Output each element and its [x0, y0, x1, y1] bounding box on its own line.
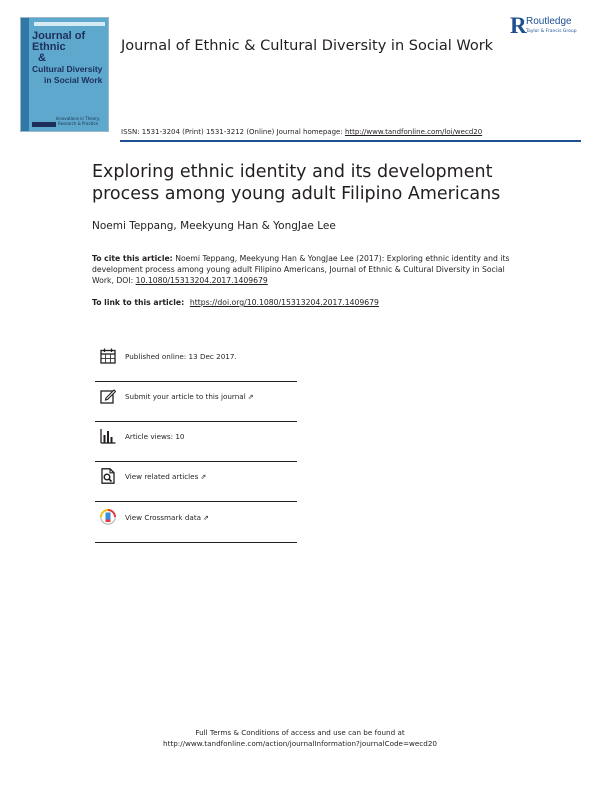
- crossmark-icon: [100, 509, 116, 525]
- submit-article-row[interactable]: [95, 381, 297, 422]
- routledge-r-icon: R: [510, 13, 527, 38]
- submit-article-label: Submit your article to this journal: [125, 392, 246, 401]
- article-title: Exploring ethnic identity and its development process among young adult Filipino Americans: [92, 162, 501, 204]
- cover-title-line: &: [38, 52, 46, 64]
- published-row: [95, 341, 297, 382]
- related-articles-link[interactable]: [125, 472, 206, 481]
- search-document-icon: [100, 468, 116, 484]
- article-doi-url-link[interactable]: https://doi.org/10.1080/15313204.2017.1409679: [189, 298, 379, 307]
- article-views-text: Article views: 10: [125, 432, 185, 441]
- crossmark-link[interactable]: [125, 513, 209, 522]
- cover-title: [32, 31, 108, 86]
- published-date-text: Published online: 13 Dec 2017.: [125, 352, 237, 361]
- cover-subtitle: Innovations in Theory, Research & Practice: [55, 116, 101, 126]
- submit-article-link[interactable]: [125, 392, 254, 401]
- related-articles-label: View related articles: [125, 472, 199, 481]
- journal-homepage-link[interactable]: http://www.tandfonline.com/loi/wecd20: [344, 128, 483, 136]
- crossmark-row[interactable]: [95, 502, 297, 543]
- external-link-icon: ⇗: [247, 393, 254, 401]
- external-link-icon: ⇗: [203, 514, 209, 522]
- journal-title: Journal of Ethnic & Cultural Diversity in Social Work: [121, 38, 494, 54]
- cover-title-line: Journal of: [32, 30, 86, 42]
- issn-text: ISSN: 1531-3204 (Print) 1531-3212 (Online) Journal homepage:: [121, 128, 345, 136]
- footer-terms-link[interactable]: http://www.tandfonline.com/action/journalInformation?journalCode=wecd20: [163, 739, 437, 748]
- publisher-tagline: Taylor & Francis Group: [526, 29, 577, 34]
- crossmark-label: View Crossmark data: [125, 513, 202, 522]
- external-link-icon: ⇗: [200, 473, 207, 481]
- citation-block: [92, 253, 522, 286]
- issn-line: [121, 128, 482, 136]
- cover-title-line: Cultural Diversity: [32, 64, 103, 74]
- footer-terms-text: Full Terms & Conditions of access and use can be found at: [195, 728, 405, 737]
- publisher-logo: [510, 14, 590, 40]
- cover-top-band: [34, 22, 105, 26]
- journal-cover-image: [20, 17, 109, 132]
- citation-label: To cite this article:: [92, 254, 173, 263]
- calendar-icon: [100, 348, 116, 364]
- article-link-line: [92, 298, 379, 307]
- header-divider: [120, 140, 581, 142]
- edit-icon: [100, 388, 116, 404]
- cover-publisher-logo: [32, 122, 56, 127]
- citation-text: Noemi Teppang, Meekyung Han & YongJae Lee (2017): Exploring ethnic identity and its development process among young adult Filipino Americans, Journal of Ethnic & Cultural Diversity in Social Work, DOI:: [92, 254, 510, 285]
- footer: [0, 727, 600, 749]
- publisher-name: Routledge: [526, 16, 572, 27]
- article-link-label: To link to this article:: [92, 298, 187, 307]
- cover-title-line: Ethnic: [32, 41, 66, 53]
- cover-spine-strip: [21, 18, 29, 131]
- doi-link[interactable]: 10.1080/15313204.2017.1409679: [135, 276, 268, 285]
- related-articles-row[interactable]: [95, 461, 297, 502]
- article-views-row: [95, 421, 297, 462]
- article-authors: Noemi Teppang, Meekyung Han & YongJae Lee: [92, 220, 336, 232]
- cover-title-line: in Social Work: [44, 75, 103, 85]
- bar-chart-icon: [100, 428, 116, 444]
